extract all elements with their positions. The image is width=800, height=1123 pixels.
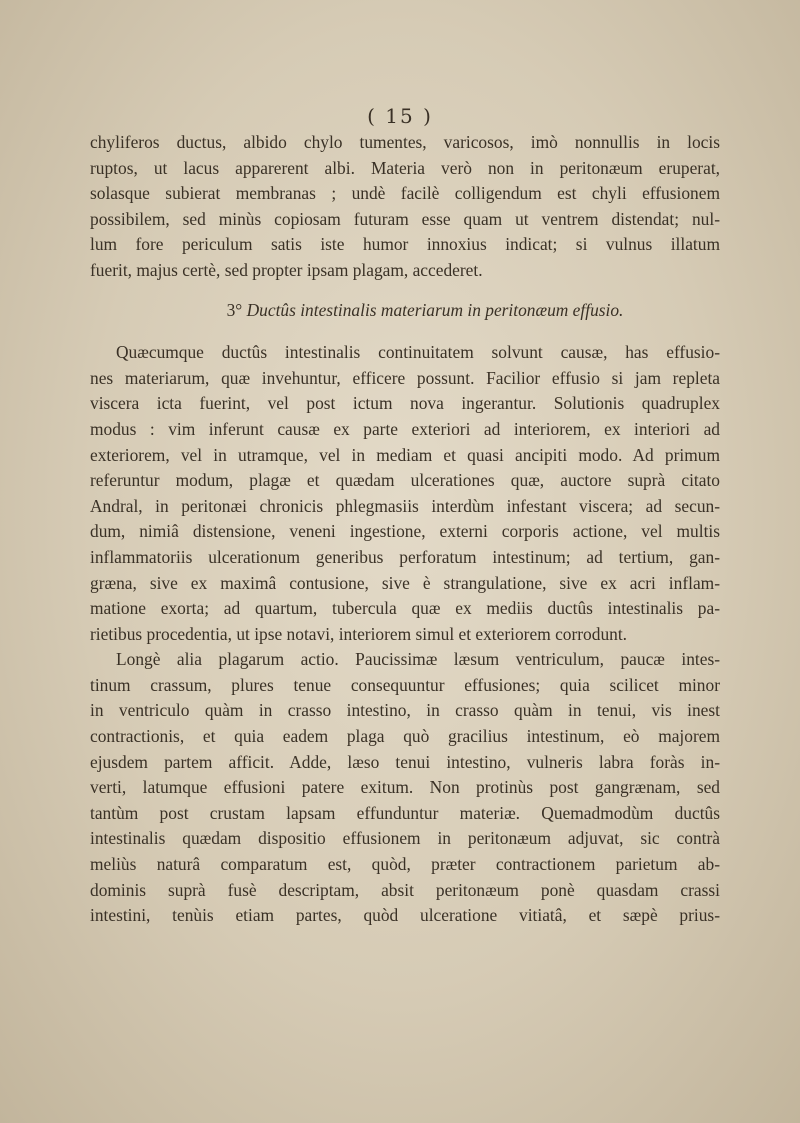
text-line: exteriorem, vel in utramque, vel in mediam et quasi ancipiti modo. Ad primum bbox=[90, 444, 720, 465]
text-line: dominis suprà fusè descriptam, absit peritonæum ponè quasdam crassi bbox=[90, 879, 720, 900]
text-line: lum fore periculum satis iste humor innoxius indicat; si vulnus illatum bbox=[90, 234, 720, 255]
paragraph-1 bbox=[90, 130, 720, 284]
text-line: chyliferos ductus, albido chylo tumentes, varicosos, imò nonnullis in locis bbox=[90, 132, 720, 152]
text-line: nes materiarum, quæ invehuntur, efficere possunt. Facilior effusio si jam repleta bbox=[90, 367, 720, 388]
text-line: ejusdem partem afficit. Adde, læso tenui intestino, vulneris labra foràs in- bbox=[90, 751, 720, 772]
text-line: possibilem, sed minùs copiosam futuram esse quam ut ventrem distendat; nul- bbox=[90, 208, 720, 229]
text-line: matione exorta; ad quartum, tubercula quæ ex mediis ductûs intestinalis pa- bbox=[90, 598, 720, 619]
text-line: meliùs naturâ comparatum est, quòd, præter contractionem parietum ab- bbox=[90, 854, 720, 875]
text-line: in ventriculo quàm in crasso intestino, in crasso quàm in tenui, vis inest bbox=[90, 700, 720, 721]
text-line: tinum crassum, plures tenue consequuntur effusiones; quia scilicet minor bbox=[90, 674, 720, 695]
text-line: verti, latumque effusioni patere exitum. Non protinùs post gangrænam, sed bbox=[90, 777, 720, 798]
text-line: inflammatoriis ulcerationum generibus perforatum intestinum; ad tertium, gan- bbox=[90, 546, 720, 567]
text-line: viscera icta fuerint, vel post ictum nova ingerantur. Solutionis quadruplex bbox=[90, 393, 720, 414]
paragraph-3 bbox=[90, 647, 720, 929]
text-line: ruptos, ut lacus apparerent albi. Materia verò non in peritonæum eruperat, bbox=[90, 157, 720, 178]
body-text bbox=[90, 130, 720, 929]
text-line: Quæcumque ductûs intestinalis continuitatem solvunt causæ, has effusio- bbox=[116, 342, 720, 363]
text-line: fuerit, majus certè, sed propter ipsam plagam, accederet. bbox=[90, 259, 483, 280]
text-line: Andral, in peritonæi chronicis phlegmasiis interdùm infestant viscera; ad secun- bbox=[90, 495, 720, 516]
section-number: 3° bbox=[226, 299, 243, 320]
text-line: intestinalis quædam dispositio effusionem in peritonæum adjuvat, sic contrà bbox=[90, 828, 720, 849]
page-number: ( 15 ) bbox=[367, 104, 433, 128]
text-line: modus : vim inferunt causæ ex parte exteriori ad interiorem, ex interiori ad bbox=[90, 418, 720, 439]
text-line: græna, sive ex maximâ contusione, sive è strangulatione, sive ex acri inflam- bbox=[90, 572, 720, 593]
section-heading bbox=[90, 298, 720, 324]
text-line: referuntur modum, plagæ et quædam ulcerationes quæ, auctore suprà citato bbox=[90, 470, 720, 491]
text-line: tantùm post crustam lapsam effunduntur materiæ. Quemadmodùm ductûs bbox=[90, 802, 720, 823]
text-line: dum, nimiâ distensione, veneni ingestione, externi corporis actione, vel multis bbox=[90, 521, 720, 542]
text-line: contractionis, et quia eadem plaga quò gracilius intestinum, eò majorem bbox=[90, 726, 720, 747]
text-line: Longè alia plagarum actio. Paucissimæ læsum ventriculum, paucæ intes- bbox=[116, 649, 720, 670]
text-line: solasque subierat membranas ; undè facilè colligendum est chyli effusionem bbox=[90, 183, 720, 204]
section-title: Ductûs intestinalis materiarum in peritonæum effusio. bbox=[246, 299, 624, 320]
paragraph-2 bbox=[90, 340, 720, 647]
text-line: rietibus procedentia, ut ipse notavi, interiorem simul et exteriorem corrodunt. bbox=[90, 623, 628, 644]
text-line: intestini, tenùis etiam partes, quòd ulceratione vitiatâ, et sæpè prius- bbox=[90, 905, 720, 926]
